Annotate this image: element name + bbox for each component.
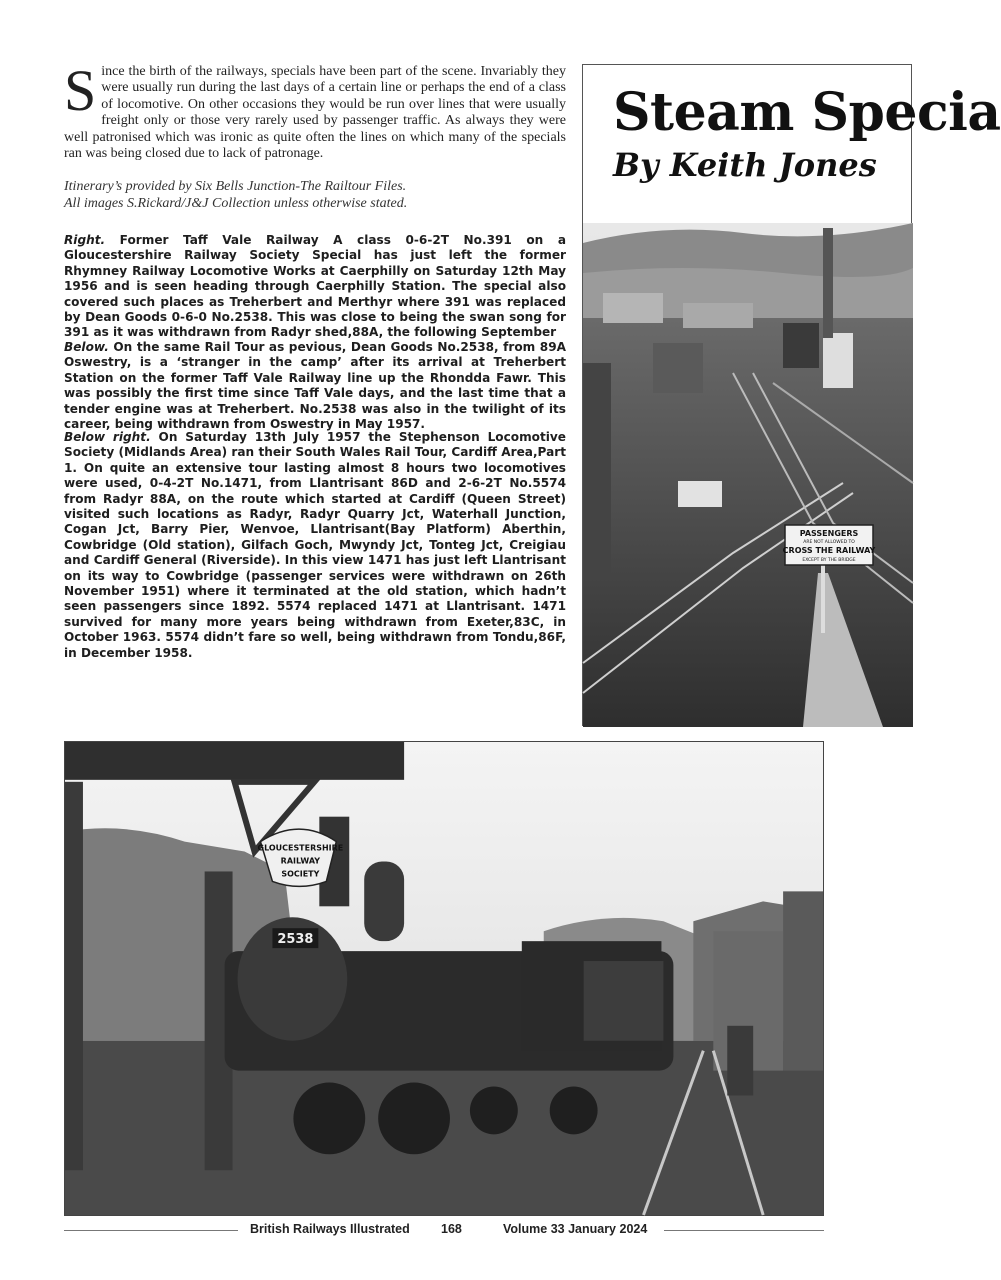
caption-below (64, 340, 566, 432)
footer-issue: Volume 33 January 2024 (503, 1222, 648, 1236)
drop-cap: S (64, 58, 97, 123)
intro-paragraph (64, 58, 566, 162)
headboard-line-2: RAILWAY (280, 856, 321, 866)
title-panel (582, 64, 1001, 726)
loco-number-plate: 2538 (277, 932, 314, 948)
caption-text: On Saturday 13th July 1957 the Stephenson Locomotive Society (Midlands Area) ran their South Wales Rail Tour, Cardiff Area,Part 1. On quite an extensive tour lasting almost 8 hours two locomotives were used, 0-4-2T No.1471, from Llantrisant 86D and 2-6-2T No.5574 from Radyr 88A, on the route which started at Cardiff (Queen Street) visited such locations as Radyr, Radyr Quarry Jct, Waterhall Junction, Cogan Jct, Barry Pier, Wenvoe, Llantrisant(Bay Platform) Aberthin, Cowbridge (Old station), Gilfach Goch, Mwyndy Jct, Tonteg Jct, Creigiau and Cardiff General (Riverside). In this view 1471 has just left Llantrisant on its way to Cowbridge (passenger services were withdrawn on 26th November 1951) where it terminated at the old station, which hadn’t seen passengers since 1892. 5574 replaced 1471 at Llantrisant. 1471 survived for many more years being withdrawn from Exeter,83C, in October 1963. 5574 didn’t fare so well, being withdrawn from Tondu,86F, in December 1958. (64, 430, 566, 660)
photo-dean-goods-2538 (64, 741, 824, 1216)
sign-line-4: EXCEPT BY THE BRIDGE (802, 558, 856, 563)
caption-text: Former Taff Vale Railway A class 0-6-2T No.391 on a Gloucestershire Railway Society Special has just left the former Rhymney Railway Locomotive Works at Caerphilly on Saturday 12th May 1956 and is seen heading through Caerphilly Station. The special also covered such places as Treherbert and Merthyr where 391 was replaced by Dean Goods 0-6-0 No.2538. This was close to being the swan song for 391 as it was withdrawn from Radyr shed,88A, the following September (64, 233, 567, 340)
footer-rule-right (664, 1230, 824, 1231)
credit-line-images: All images S.Rickard/J&J Collection unless otherwise stated. (64, 195, 408, 211)
article-title: Steam Specia (613, 82, 1001, 143)
credit-line-itinerary: Itinerary’s provided by Six Bells Junction-The Railtour Files. (64, 179, 407, 194)
caption-below-right (64, 430, 566, 661)
caption-text: On the same Rail Tour as pevious, Dean Goods No.2538, from 89A Oswestry, is a ‘stranger in the camp’ after its arrival at Treherbert Station on the former Taff Vale Railway line up the Rhondda Fawr. This was possibly the first time since Taff Vale days, and the last time that a tender engine was at Treherbert. No.2538 was also in the twilight of its career, being withdrawn from Oswestry in May 1957. (64, 340, 566, 432)
footer-page-number: 168 (441, 1222, 462, 1236)
headboard-line-1: GLOUCESTERSHIRE (257, 843, 344, 853)
sign-line-2: ARE NOT ALLOWED TO (803, 540, 855, 545)
caption-lead: Right. (64, 233, 106, 247)
caption-lead: Below right. (64, 430, 151, 444)
footer-rule-left (64, 1230, 238, 1231)
footer-publication: British Railways Illustrated (250, 1222, 410, 1236)
image-credits (64, 179, 566, 212)
headboard-line-3: SOCIETY (281, 869, 320, 879)
photo-caerphilly-station (583, 223, 913, 727)
sign-line-1: PASSENGERS (799, 529, 859, 538)
intro-text: ince the birth of the railways, specials have been part of the scene. Invariably they were usually run during the last days of a certain line or perhaps the end of a class of locomotive. On other occasions they would be run over lines that were usually freight only or those very rarely used by passenger traffic. As always they were well patronised which was ironic as quite often the lines on which many of the specials ran was being closed due to lack of patronage. (64, 64, 566, 162)
caption-right (64, 233, 566, 341)
article-byline: By Keith Jones (613, 146, 877, 184)
caption-lead: Below. (64, 340, 109, 354)
sign-line-3: CROSS THE RAILWAY (782, 546, 876, 555)
